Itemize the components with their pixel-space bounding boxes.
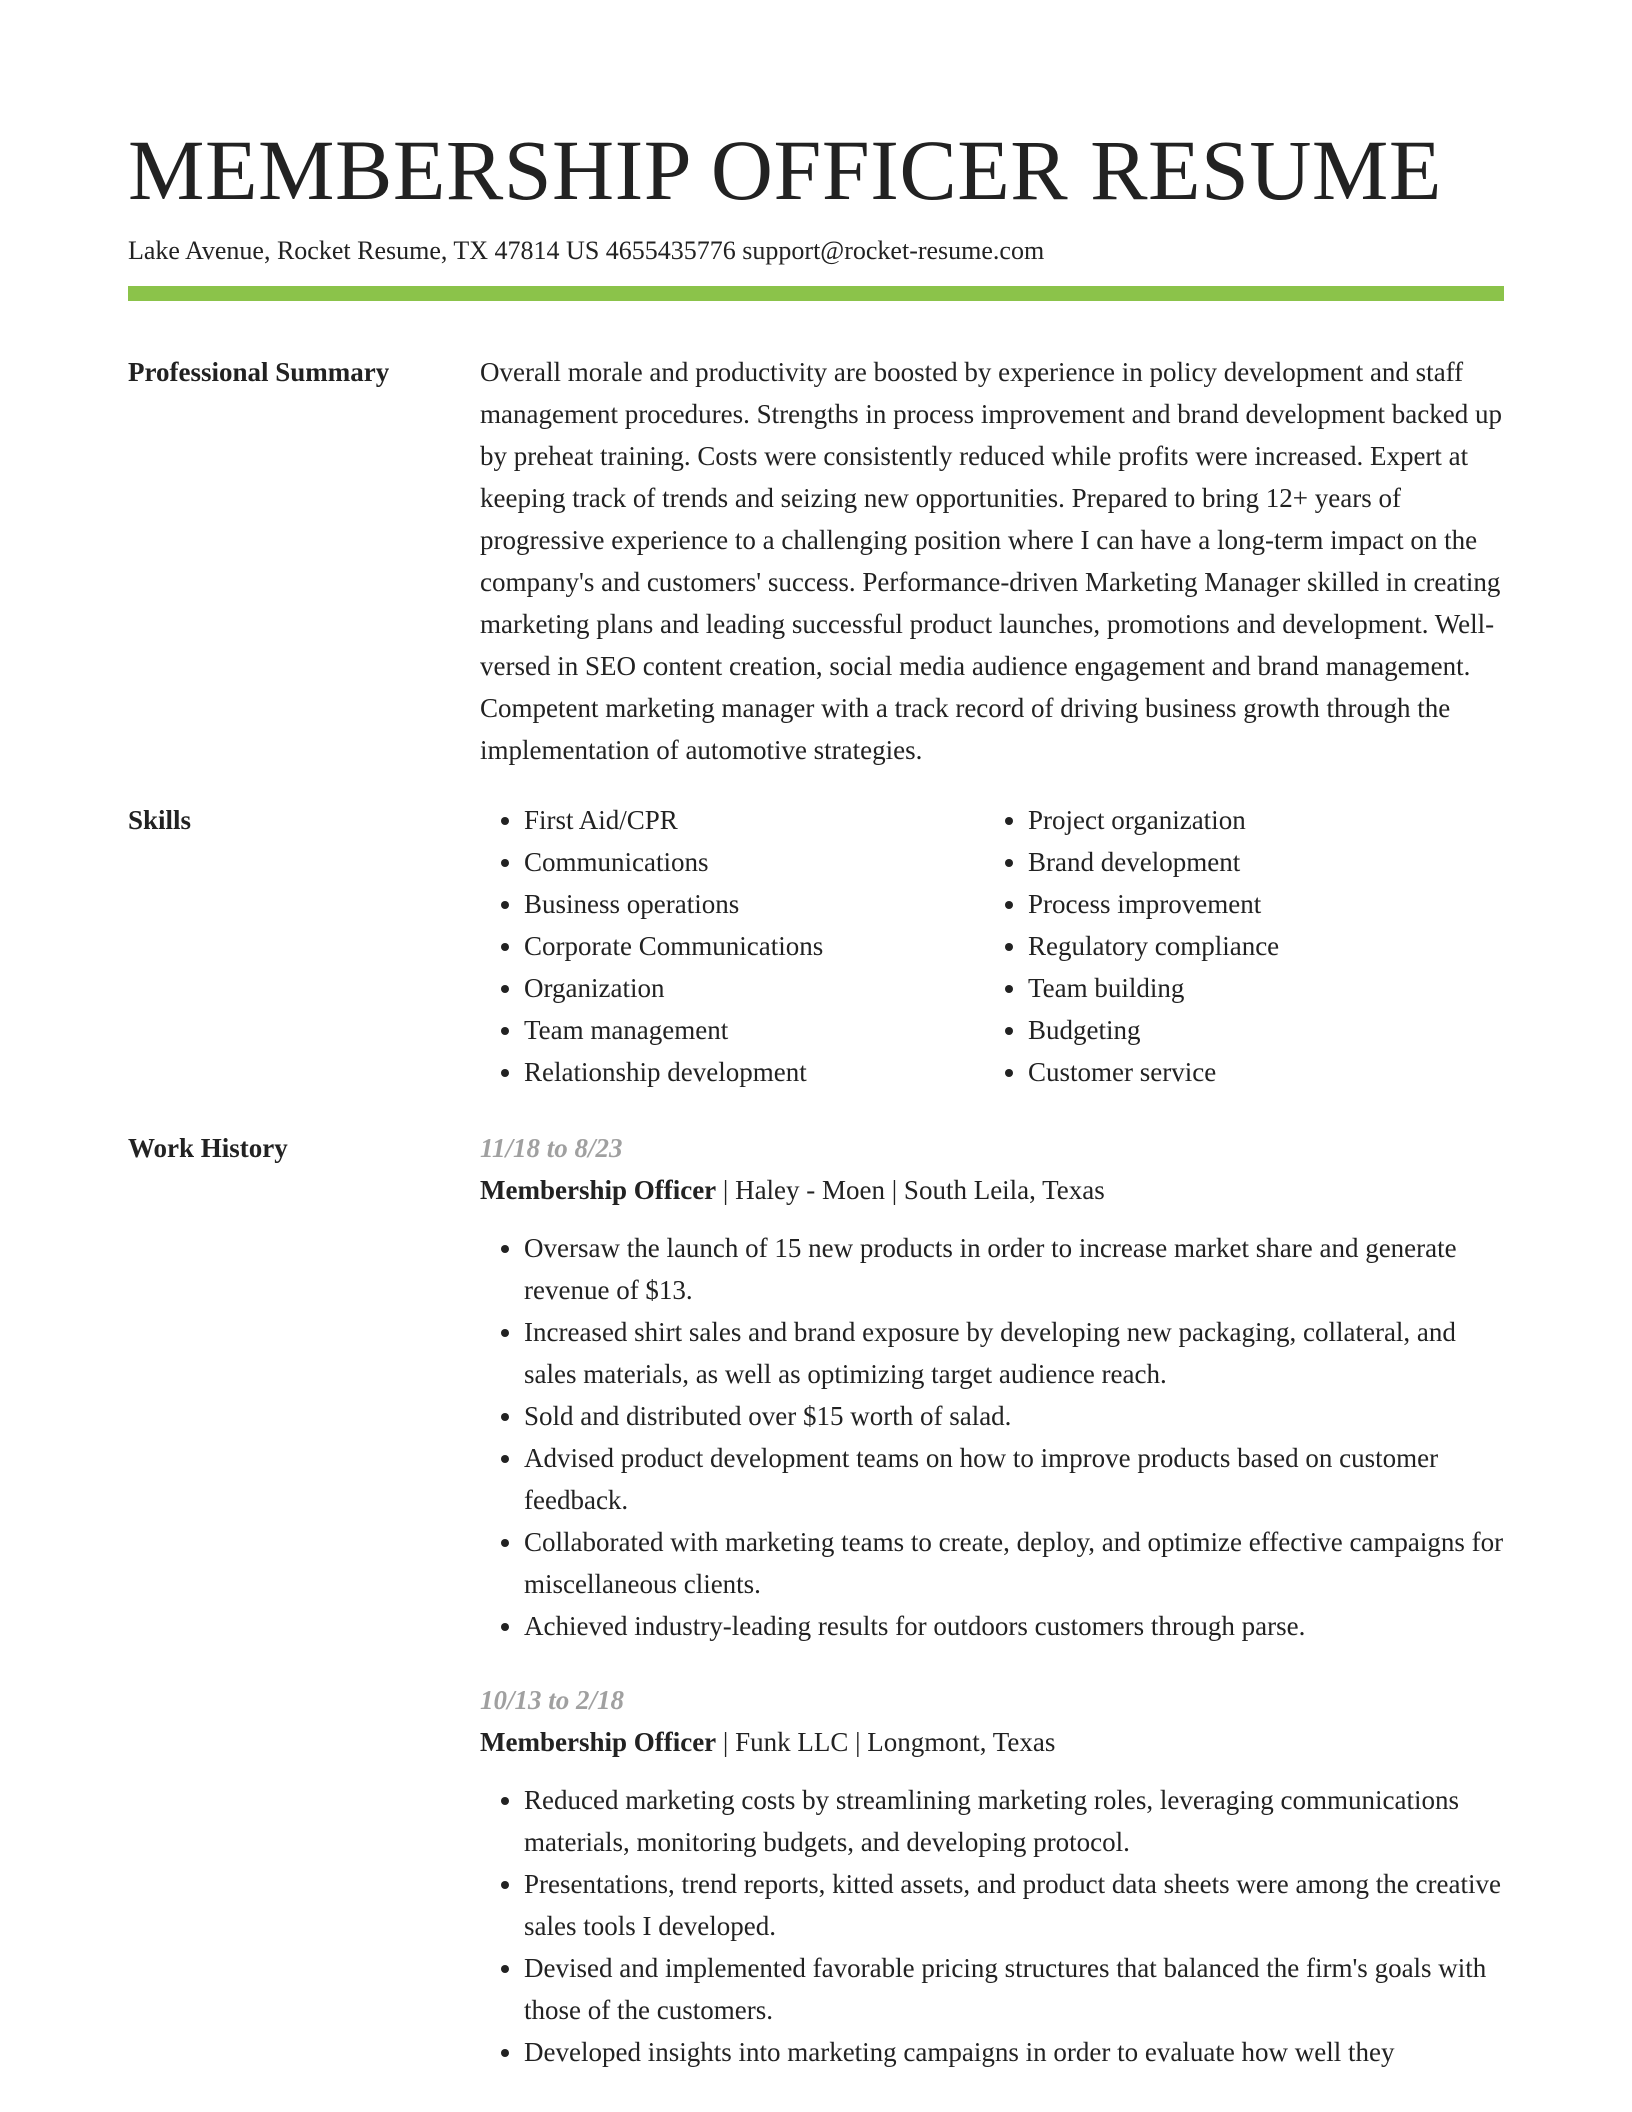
job-title: Membership Officer: [480, 1727, 717, 1757]
skill-item: • First Aid/CPR: [524, 799, 984, 841]
professional-summary-section: [128, 351, 1504, 771]
skill-item: • Organization: [524, 967, 984, 1009]
job-bullets: [480, 1779, 1504, 2073]
job-bullet: • Developed insights into marketing campaigns in order to evaluate how well they: [524, 2031, 1504, 2073]
summary-text: Overall morale and productivity are boosted by experience in policy development and staff management procedures. Strengths in process improvement and brand development backed up by preheat training. Costs were consistently reduced while profits were increased. Expert at keeping track of trends and seizing new opportunities. Prepared to bring 12+ years of progressive experience to a challenging position where I can have a long-term impact on the company's and customers' success. Performance-driven Marketing Manager skilled in creating marketing plans and leading successful product launches, promotions and development. Well-versed in SEO content creation, social media audience engagement and brand management. Competent marketing manager with a track record of driving business growth through the implementation of automotive strategies.: [480, 357, 1502, 765]
skill-item: • Process improvement: [1028, 883, 1488, 925]
skill-item: • Business operations: [524, 883, 984, 925]
job-heading: [480, 1721, 1504, 1763]
section-title: Skills: [128, 805, 192, 835]
work-history-section: [128, 1127, 1504, 2073]
section-title: Professional Summary: [128, 357, 390, 387]
section-title: Work History: [128, 1133, 288, 1163]
job-entry: [480, 1679, 1504, 2073]
job-bullet: • Presentations, trend reports, kitted assets, and product data sheets were among the creative sales tools I developed.: [524, 1863, 1504, 1947]
skill-item: • Relationship development: [524, 1051, 984, 1093]
resume-title: MEMBERSHIP OFFICER RESUME: [128, 122, 1442, 218]
skill-item: • Team building: [1028, 967, 1488, 1009]
job-bullet: • Reduced marketing costs by streamlining marketing roles, leveraging communications materials, monitoring budgets, and developing protocol.: [524, 1779, 1504, 1863]
job-dates: 11/18 to 8/23: [480, 1133, 623, 1163]
job-bullet: • Advised product development teams on how to improve products based on customer feedback.: [524, 1437, 1504, 1521]
skill-item: • Budgeting: [1028, 1009, 1488, 1051]
skill-item: • Communications: [524, 841, 984, 883]
skill-item: • Regulatory compliance: [1028, 925, 1488, 967]
contact-line: Lake Avenue, Rocket Resume, TX 47814 US 4655435776 support@rocket-resume.com: [128, 236, 1045, 265]
skill-item: • Customer service: [1028, 1051, 1488, 1093]
job-title: Membership Officer: [480, 1175, 717, 1205]
job-bullet: • Sold and distributed over $15 worth of salad.: [524, 1395, 1504, 1437]
header-divider: [128, 286, 1504, 301]
job-details: | Haley - Moen | South Leila, Texas: [716, 1175, 1105, 1205]
job-bullet: • Increased shirt sales and brand exposure by developing new packaging, collateral, and sales materials, as well as optimizing target audience reach.: [524, 1311, 1504, 1395]
job-heading: [480, 1169, 1504, 1211]
skill-item: • Brand development: [1028, 841, 1488, 883]
job-bullets: [480, 1227, 1504, 1647]
resume-page: [128, 0, 1504, 2073]
job-entry: [480, 1127, 1504, 1647]
job-bullet: • Achieved industry-leading results for outdoors customers through parse.: [524, 1605, 1504, 1647]
job-bullet: • Collaborated with marketing teams to create, deploy, and optimize effective campaigns for miscellaneous clients.: [524, 1521, 1504, 1605]
skills-list-right: [984, 799, 1488, 1093]
skills-section: [128, 799, 1504, 1093]
skill-item: • Project organization: [1028, 799, 1488, 841]
job-bullet: • Oversaw the launch of 15 new products in order to increase market share and generate revenue of $13.: [524, 1227, 1504, 1311]
job-details: | Funk LLC | Longmont, Texas: [716, 1727, 1056, 1757]
skills-list-left: [480, 799, 984, 1093]
job-dates: 10/13 to 2/18: [480, 1685, 625, 1715]
skill-item: • Corporate Communications: [524, 925, 984, 967]
job-bullet: • Devised and implemented favorable pricing structures that balanced the firm's goals with those of the customers.: [524, 1947, 1504, 2031]
skill-item: • Team management: [524, 1009, 984, 1051]
